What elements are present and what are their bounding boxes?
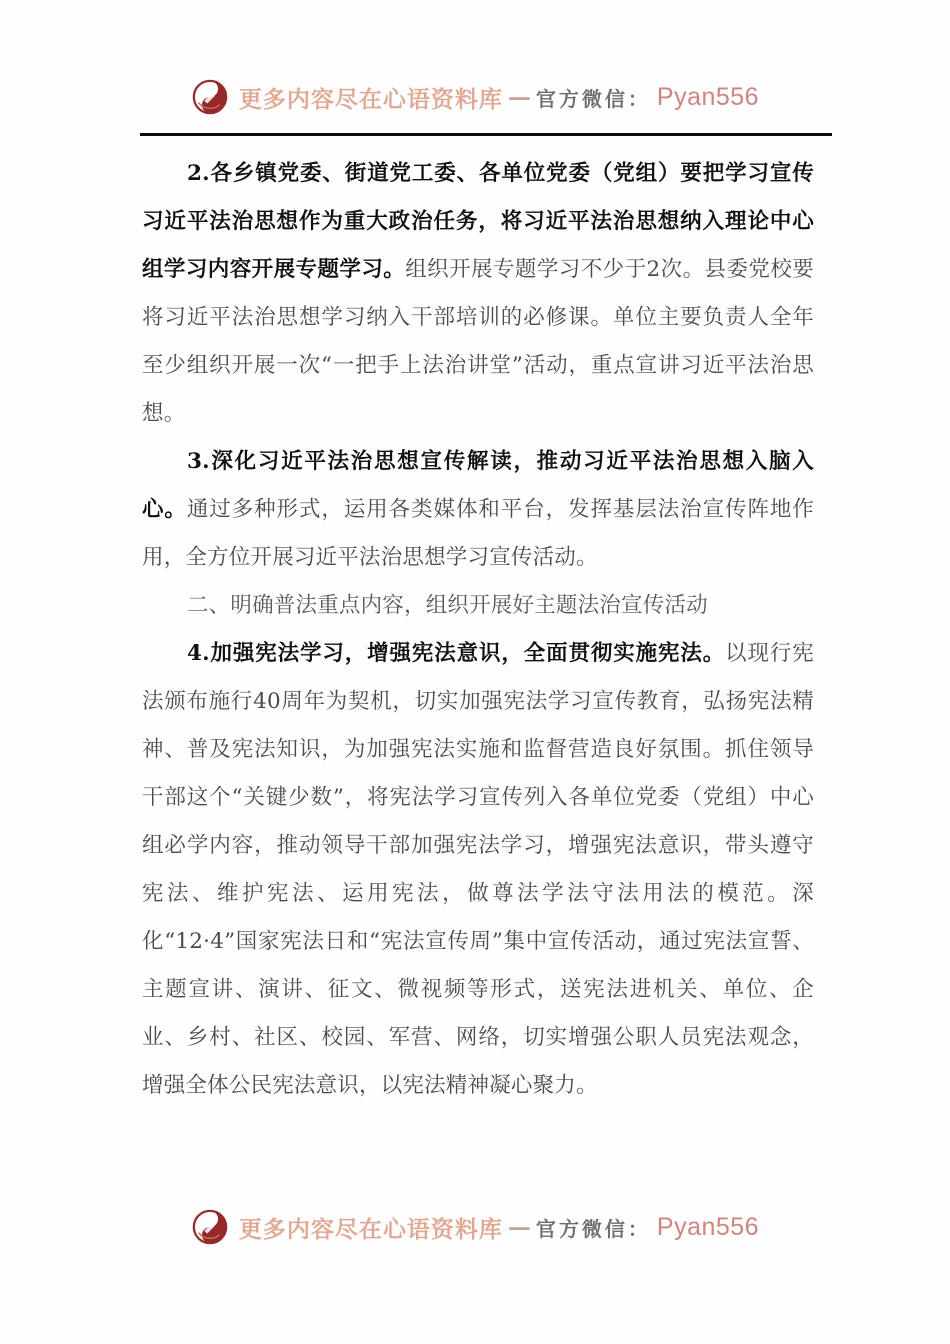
site-logo-icon-footer	[191, 1208, 229, 1246]
site-logo-icon	[191, 78, 229, 116]
watermark-wechat-label-footer: 官方微信：	[535, 1216, 651, 1241]
paragraph-item-2-rest: 组织开展专题学习不少于2次。县委党校要将习近平法治思想学习纳入干部培训的必修课。单位主要负责人全年至少组织开展一次“一把手上法治讲堂”活动，重点宣讲习近平法治思想。	[142, 257, 814, 426]
paragraph-item-2-lead: 2.各乡镇党委、街道党工委、各单位党委（党组）要把学习宣传习近平法治思想作为重大政治任务，将习近平法治思想纳入理论中心组学习内容开展专题学习。	[142, 161, 814, 282]
watermark-dash-footer: —	[507, 1213, 531, 1241]
paragraph-item-3-rest: 通过多种形式，运用各类媒体和平台，发挥基层法治宣传阵地作用，全方位开展习近平法治思想学习宣传活动。	[142, 497, 814, 570]
watermark-wechat-id: Pyan556	[656, 82, 760, 111]
paragraph-item-3	[142, 438, 814, 582]
watermark-wechat-label: 官方微信：	[535, 86, 651, 111]
watermark-cn-text-footer: 更多内容尽在心语资料库	[238, 1215, 503, 1243]
watermark-dash: —	[507, 83, 531, 111]
watermark-wechat-id-footer: Pyan556	[656, 1212, 760, 1241]
watermark-cn-text: 更多内容尽在心语资料库	[238, 85, 503, 113]
paragraph-item-2	[142, 150, 814, 438]
paragraph-item-4-lead: 4.加强宪法学习，增强宪法意识，全面贯彻实施宪法。	[187, 641, 726, 666]
paragraph-item-4	[142, 630, 814, 1110]
header-watermark	[0, 78, 950, 116]
section-heading-2-text: 二、明确普法重点内容，组织开展好主题法治宣传活动	[187, 593, 708, 618]
paragraph-item-3-lead: 3.深化习近平法治思想宣传解读，推动习近平法治思想入脑入心。	[142, 449, 814, 522]
section-heading-2	[142, 582, 814, 630]
paragraph-item-4-rest: 以现行宪法颁布施行40周年为契机，切实加强宪法学习宣传教育，弘扬宪法精神、普及宪法知识，为加强宪法实施和监督营造良好氛围。抓住领导干部这个“关键少数”，将宪法学习宣传列入各单位党委（党组）中心组必学内容，推动领导干部加强宪法学习，增强宪法意识，带头遵守宪法、维护宪法、运用宪法，做尊法学法守法用法的模范。深化“12·4”国家宪法日和“宪法宣传周”集中宣传活动，通过宪法宣誓、主题宣讲、演讲、征文、微视频等形式，送宪法进机关、单位、企业、乡村、社区、校园、军营、网络，切实增强公职人员宪法观念，增强全体公民宪法意识，以宪法精神凝心聚力。	[142, 641, 814, 1098]
header-divider	[140, 133, 832, 136]
footer-watermark	[0, 1208, 950, 1246]
document-body	[142, 150, 814, 1110]
